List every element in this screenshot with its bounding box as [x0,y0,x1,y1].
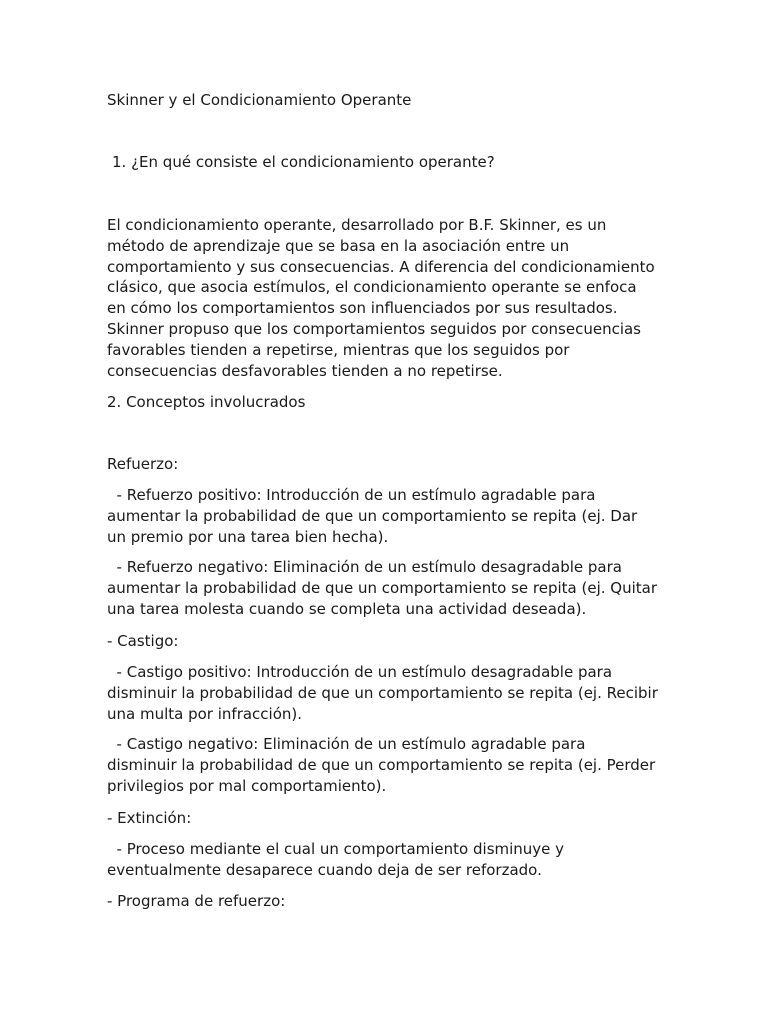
castigo-negativo-line: - Castigo negativo: Eliminación de un estímulo agradable para [107,735,586,753]
castigo-heading: - Castigo: [107,632,179,650]
castigo-negativo-item [107,734,667,796]
intro-line: Skinner propuso que los comportamientos seguidos por consecuencias [107,319,642,338]
question-1: 1. ¿En qué consiste el condicionamiento operante? [112,153,495,171]
castigo-negativo-line: privilegios por mal comportamiento). [107,776,387,795]
intro-line: en cómo los comportamientos son influenciados por sus resultados. [107,299,618,318]
refuerzo-positivo-line: un premio por una tarea bien hecha). [107,527,389,546]
question-2: 2. Conceptos involucrados [107,393,306,411]
refuerzo-negativo-line: una tarea molesta cuando se completa una actividad deseada). [107,599,587,618]
extincion-line: - Proceso mediante el cual un comportamiento disminuye y [107,840,565,858]
intro-line: método de aprendizaje que se basa en la asociación entre un [107,236,570,255]
intro-line: consecuencias desfavorables tienden a no repetirse. [107,361,503,380]
refuerzo-heading: Refuerzo: [107,455,179,473]
castigo-positivo-line: - Castigo positivo: Introducción de un estímulo desagradable para [107,663,613,681]
castigo-positivo-item [107,662,667,724]
document-title: Skinner y el Condicionamiento Operante [107,91,412,109]
programa-heading: - Programa de refuerzo: [107,892,286,910]
intro-line: clásico, que asocia estímulos, el condicionamiento operante se enfoca [107,278,637,297]
intro-line: favorables tienden a repetirse, mientras que los seguidos por [107,340,570,359]
refuerzo-positivo-line: aumentar la probabilidad de que un comportamiento se repita (ej. Dar [107,506,638,525]
refuerzo-positivo-item [107,485,667,547]
intro-line: El condicionamiento operante, desarrollado por B.F. Skinner, es un [107,216,607,234]
refuerzo-positivo-line: - Refuerzo positivo: Introducción de un estímulo agradable para [107,486,596,504]
castigo-positivo-line: una multa por infracción). [107,704,303,723]
extincion-heading: - Extinción: [107,809,192,827]
extincion-item [107,839,667,881]
intro-paragraph [107,215,667,381]
refuerzo-negativo-line: - Refuerzo negativo: Eliminación de un estímulo desagradable para [107,558,622,576]
castigo-positivo-line: disminuir la probabilidad de que un comportamiento se repita (ej. Recibir [107,683,658,702]
extincion-line: eventualmente desaparece cuando deja de ser reforzado. [107,860,542,879]
refuerzo-negativo-item [107,557,667,619]
intro-line: comportamiento y sus consecuencias. A diferencia del condicionamiento [107,257,655,276]
refuerzo-negativo-line: aumentar la probabilidad de que un comportamiento se repita (ej. Quitar [107,578,658,597]
castigo-negativo-line: disminuir la probabilidad de que un comportamiento se repita (ej. Perder [107,755,656,774]
